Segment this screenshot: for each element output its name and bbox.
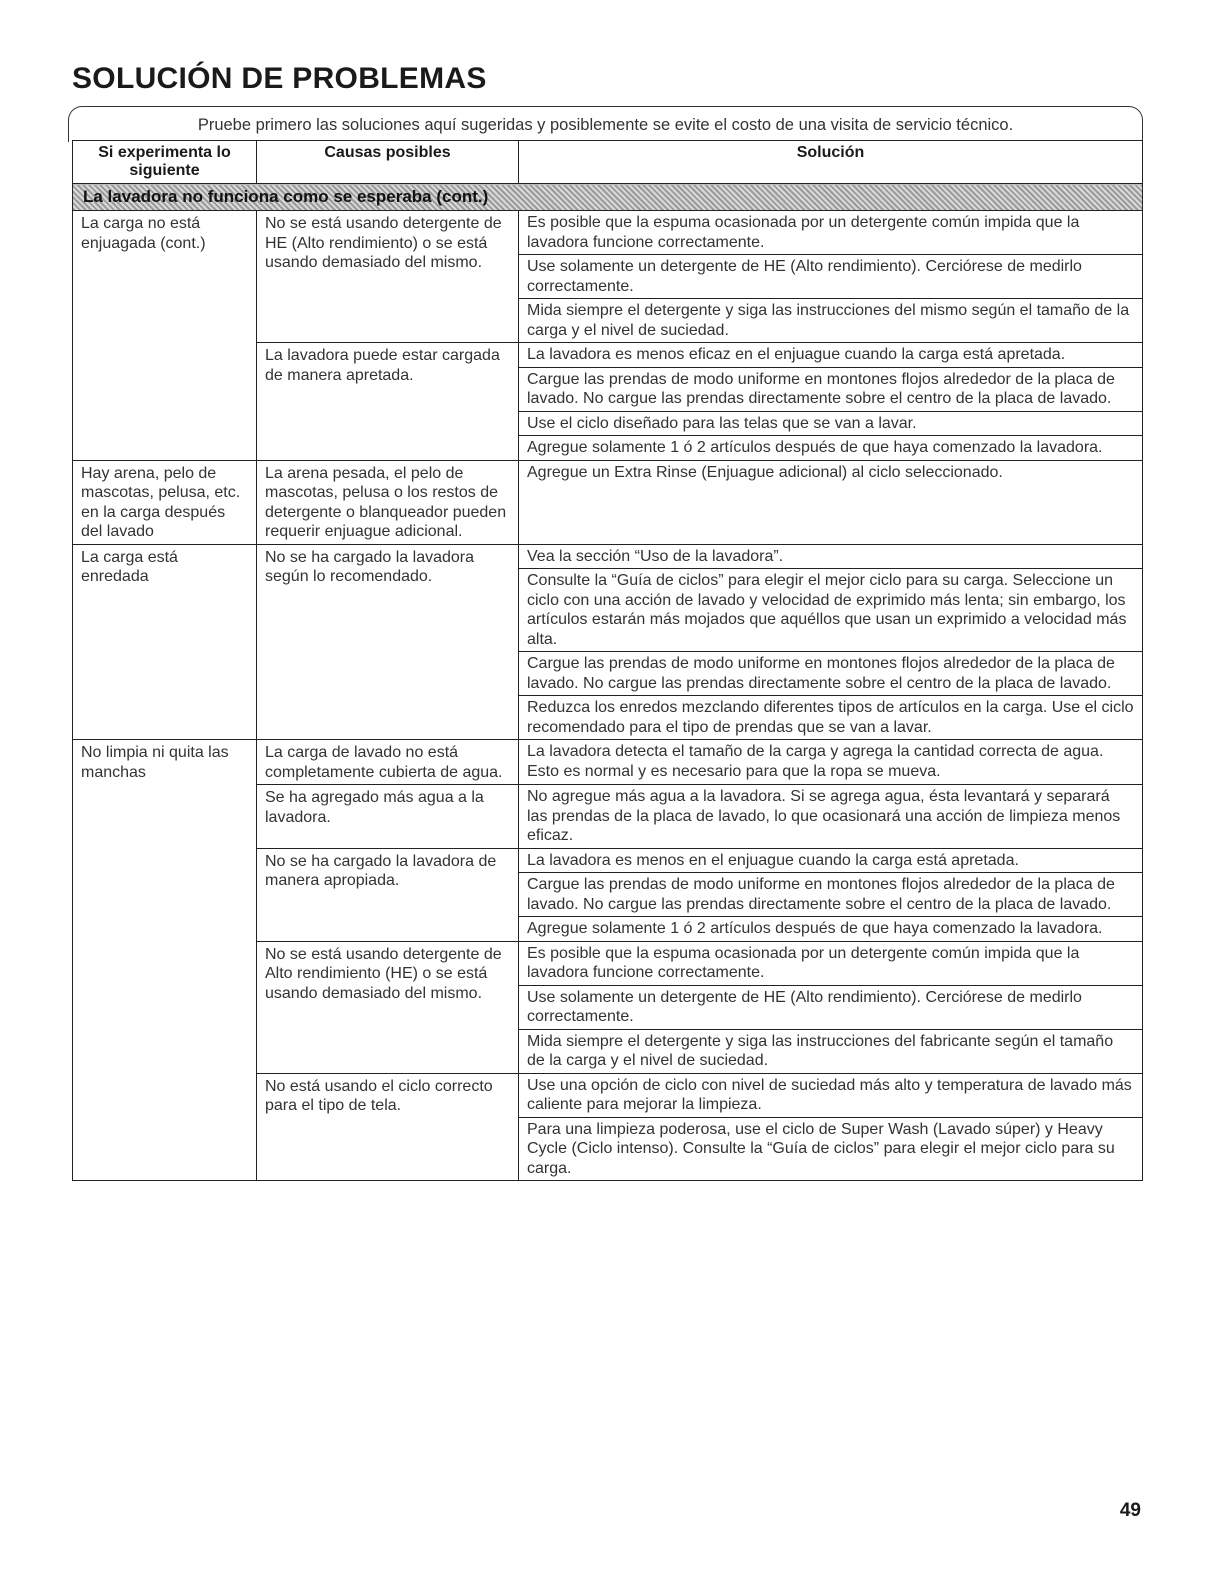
page-number: 49 xyxy=(1119,1500,1141,1521)
header-symptom: Si experimenta lo siguiente xyxy=(73,141,257,184)
table-row xyxy=(73,460,1143,544)
solution-cell: La lavadora es menos en el enjuague cuando la carga está apretada. xyxy=(519,848,1143,873)
cause-cell: No se ha cargado la lavadora según lo recomendado. xyxy=(257,544,519,740)
solution-cell: Mida siempre el detergente y siga las instrucciones del fabricante según el tamaño de la carga y el nivel de suciedad. xyxy=(519,1029,1143,1073)
solution-cell: Consulte la “Guía de ciclos” para elegir el mejor ciclo para su carga. Seleccione un ciclo con una acción de lavado y velocidad de exprimido más lenta; sin embargo, los artículos estarán más mojados que aquéllos que usan un exprimido a velocidad más alta. xyxy=(519,569,1143,652)
cause-cell: No se ha cargado la lavadora de manera apropiada. xyxy=(257,848,519,941)
table-row xyxy=(73,211,1143,255)
solution-cell: Cargue las prendas de modo uniforme en montones flojos alrededor de la placa de lavado. No cargue las prendas directamente sobre el centro de la placa de lavado. xyxy=(519,873,1143,917)
solution-cell: Use el ciclo diseñado para las telas que se van a lavar. xyxy=(519,411,1143,436)
solution-cell: Es posible que la espuma ocasionada por un detergente común impida que la lavadora funcione correctamente. xyxy=(519,941,1143,985)
solution-cell: Para una limpieza poderosa, use el ciclo de Super Wash (Lavado súper) y Heavy Cycle (Ciclo intenso). Consulte la “Guía de ciclos” para elegir el mejor ciclo para su carga. xyxy=(519,1117,1143,1181)
cause-cell: La lavadora puede estar cargada de manera apretada. xyxy=(257,343,519,461)
table-row xyxy=(73,544,1143,569)
intro-text: Pruebe primero las soluciones aquí sugeridas y posiblemente se evite el costo de una visita de servicio técnico. xyxy=(197,116,1014,134)
cause-cell: No está usando el ciclo correcto para el tipo de tela. xyxy=(257,1073,519,1181)
symptom-cell: La carga está enredada xyxy=(73,544,257,740)
header-cause: Causas posibles xyxy=(257,141,519,184)
symptom-cell: Hay arena, pelo de mascotas, pelusa, etc. en la carga después del lavado xyxy=(73,460,257,544)
solution-cell: Reduzca los enredos mezclando diferentes tipos de artículos en la carga. Use el ciclo recomendado para el tipo de prendas que se van a lavar. xyxy=(519,696,1143,740)
solution-cell: Cargue las prendas de modo uniforme en montones flojos alrededor de la placa de lavado. No cargue las prendas directamente sobre el centro de la placa de lavado. xyxy=(519,652,1143,696)
solution-cell: La lavadora detecta el tamaño de la carga y agrega la cantidad correcta de agua. Esto es normal y es necesario para que la ropa se mueva. xyxy=(519,740,1143,785)
table-row xyxy=(73,740,1143,785)
solution-cell: La lavadora es menos eficaz en el enjuague cuando la carga está apretada. xyxy=(519,343,1143,368)
solution-cell: Use una opción de ciclo con nivel de suciedad más alto y temperatura de lavado más caliente para mejorar la limpieza. xyxy=(519,1073,1143,1117)
cause-cell: No se está usando detergente de HE (Alto rendimiento) o se está usando demasiado del mismo. xyxy=(257,211,519,343)
solution-cell: Agregue solamente 1 ó 2 artículos después de que haya comenzado la lavadora. xyxy=(519,436,1143,461)
solution-cell: Agregue solamente 1 ó 2 artículos después de que haya comenzado la lavadora. xyxy=(519,917,1143,942)
header-row xyxy=(73,141,1143,184)
section-title: La lavadora no funciona como se esperaba (cont.) xyxy=(73,184,1143,211)
header-solution: Solución xyxy=(519,141,1143,184)
section-row xyxy=(73,184,1143,211)
solution-cell: Use solamente un detergente de HE (Alto rendimiento). Cerciórese de medirlo correctamente. xyxy=(519,985,1143,1029)
solution-cell: Agregue un Extra Rinse (Enjuague adicional) al ciclo seleccionado. xyxy=(519,460,1143,544)
symptom-cell: No limpia ni quita las manchas xyxy=(73,740,257,1181)
solution-cell: Vea la sección “Uso de la lavadora”. xyxy=(519,544,1143,569)
symptom-cell: La carga no está enjuagada (cont.) xyxy=(73,211,257,461)
cause-cell: La carga de lavado no está completamente cubierta de agua. xyxy=(257,740,519,785)
cause-cell: Se ha agregado más agua a la lavadora. xyxy=(257,785,519,849)
solution-cell: Cargue las prendas de modo uniforme en montones flojos alrededor de la placa de lavado. No cargue las prendas directamente sobre el centro de la placa de lavado. xyxy=(519,367,1143,411)
solution-cell: Use solamente un detergente de HE (Alto rendimiento). Cerciórese de medirlo correctamente. xyxy=(519,255,1143,299)
cause-cell: La arena pesada, el pelo de mascotas, pelusa o los restos de detergente o blanqueador pueden requerir enjuague adicional. xyxy=(257,460,519,544)
solution-cell: Es posible que la espuma ocasionada por un detergente común impida que la lavadora funcione correctamente. xyxy=(519,211,1143,255)
troubleshooting-table xyxy=(72,140,1143,1181)
solution-cell: Mida siempre el detergente y siga las instrucciones del mismo según el tamaño de la carga y el nivel de suciedad. xyxy=(519,299,1143,343)
solution-cell: No agregue más agua a la lavadora. Si se agrega agua, ésta levantará y separará las prendas de la placa de lavado, lo que ocasionará una acción de limpieza menos eficaz. xyxy=(519,785,1143,849)
cause-cell: No se está usando detergente de Alto rendimiento (HE) o se está usando demasiado del mismo. xyxy=(257,941,519,1073)
page-title: SOLUCIÓN DE PROBLEMAS xyxy=(72,62,487,95)
